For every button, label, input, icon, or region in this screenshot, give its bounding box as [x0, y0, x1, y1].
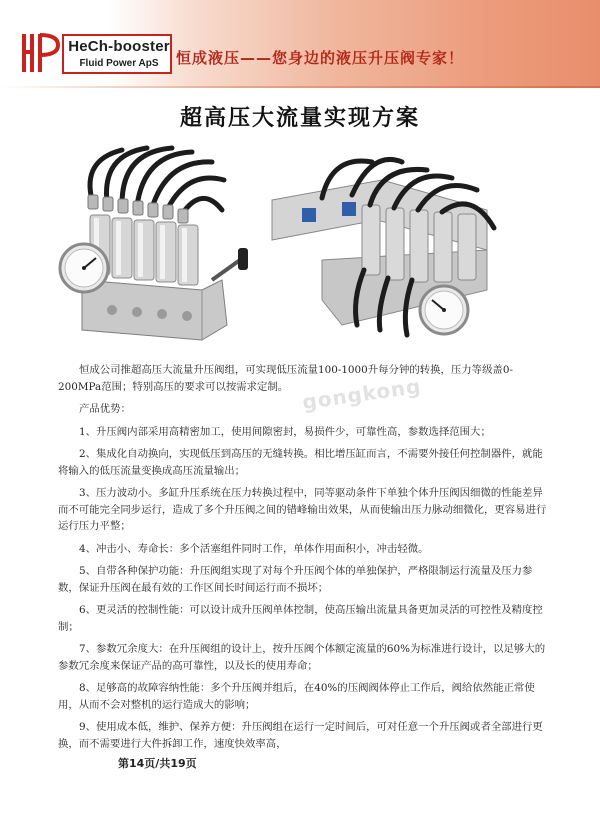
product-photo-left — [52, 140, 262, 348]
product-photo-right — [262, 150, 502, 348]
paragraph-advantages-heading: 产品优势： — [79, 403, 131, 415]
brand-subtitle: Fluid Power ApS — [79, 58, 159, 69]
paragraph-item-6: 6、更灵活的控制性能：可以设计成升压阀单体控制，使高压输出流量具备更加灵活的可控性及精度控制； — [58, 604, 543, 633]
body-text — [58, 362, 553, 758]
paragraph-item-4: 4、冲击小、寿命长：多个活塞组件同时工作，单体作用面积小，冲击轻微。 — [79, 542, 429, 555]
paragraph-item-7: 7、参数冗余度大：在升压阀组的设计上，按升压阀个体额定流量的60%为标准进行设计，以足够大的参数冗余度来保证产品的高可靠性，以及长的使用寿命； — [58, 643, 546, 672]
watermark: gongkong — [300, 373, 423, 415]
brand-box — [62, 34, 172, 74]
header-divider — [0, 86, 600, 88]
page-number: 第14页/共19页 — [118, 757, 197, 770]
paragraph-item-9: 9、使用成本低，维护、保养方便：升压阀组在运行一定时间后，可对任意一个升压阀或者全部进行更换，而不需要进行大件拆卸工作，速度快效率高， — [58, 721, 543, 750]
paragraph-item-8: 8、足够高的故障容纳性能：多个升压阀并组后，在40%的压阀阀体停止工作后，阀给依然能正常使用，从而不会对整机的运行造成大的影响； — [58, 682, 535, 711]
paragraph-item-1: 1、升压阀内部采用高精密加工，使用间隙密封，易损件少，可靠性高，参数选择范围大； — [79, 425, 491, 438]
header-slogan: 恒成液压——您身边的液压升压阀专家！ — [176, 49, 465, 67]
paragraph-item-5: 5、自带各种保护功能：升压阀组实现了对每个升压阀个体的单独保护，严格限制运行流量及压力参数，保证升压阀在最有效的工作区间长时间运行而不损坏； — [58, 565, 533, 594]
hp-logo-icon — [18, 30, 62, 76]
paragraph-item-2: 2、集成化自动换向，实现低压到高压的无缝转换。相比增压缸而言，不需要外接任何控制器件，就能将输入的低压流量变换成高压流量输出； — [58, 448, 543, 477]
paragraph-item-3: 3、压力波动小。多缸升压系统在压力转换过程中，同等驱动条件下单独个体升压阀因细微的性能差异而不可能完全同步运行，造成了多个升压阀之间的错峰输出效果，从而使输出压力脉动细微化，更容易进行运行压力平整； — [58, 487, 547, 532]
paragraph-intro: 恒成公司推超高压大流量升压阀组，可实现低压流量100-1000升每分钟的转换，压力等级盖0-200MPa范围；特别高压的要求可以按需求定制。 — [58, 364, 513, 393]
brand-name: HeCh-booster — [68, 38, 170, 55]
page-title: 超高压大流量实现方案 — [179, 105, 420, 131]
